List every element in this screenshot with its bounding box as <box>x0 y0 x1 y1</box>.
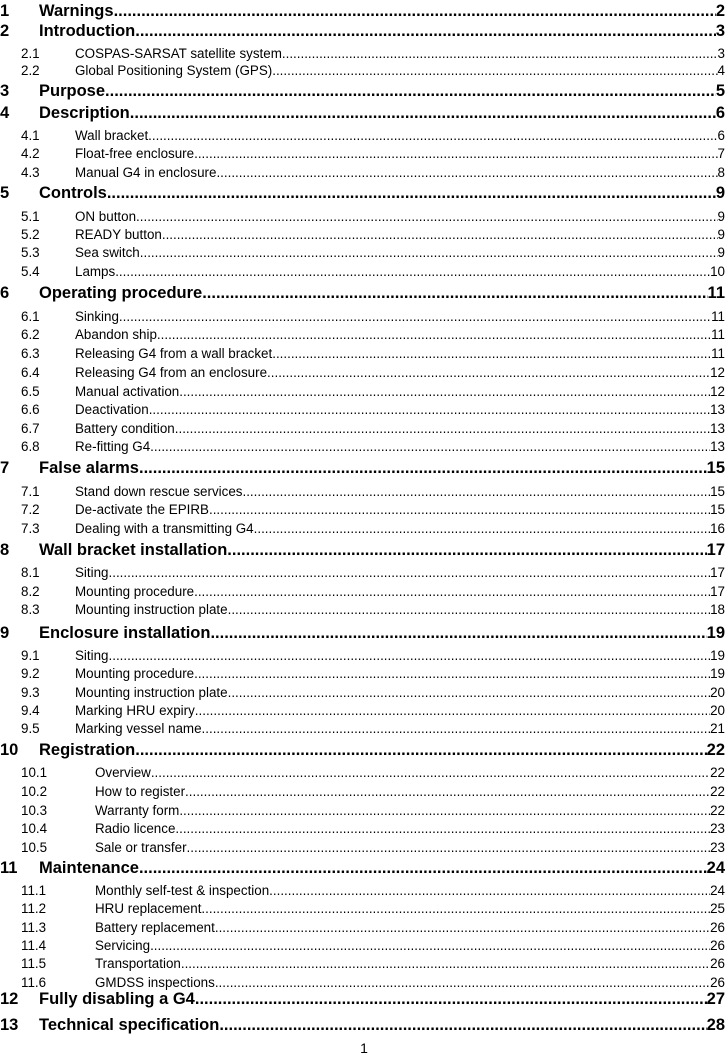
toc-entry-number: 5 <box>0 184 10 202</box>
toc-entry-number: 10.2 <box>21 784 48 799</box>
toc-entry-page: 8 <box>717 165 725 180</box>
toc-entry-title: Releasing G4 from a wall bracket <box>75 346 273 361</box>
toc-entry-title: Siting <box>75 565 109 580</box>
toc-entry-number: 6.1 <box>21 309 40 324</box>
toc-subentry[interactable] <box>0 207 725 227</box>
toc-subentry[interactable] <box>0 307 725 327</box>
dot-leader <box>114 0 716 22</box>
toc-subentry[interactable] <box>0 344 725 364</box>
dot-leader <box>179 382 710 402</box>
toc-entry-title: Operating procedure <box>39 284 203 302</box>
toc-subentry[interactable] <box>0 482 725 502</box>
dot-leader <box>119 307 711 327</box>
toc-entry-title: GMDSS inspections <box>95 975 215 990</box>
toc-entry-title: Warranty form <box>95 803 180 818</box>
dot-leader <box>140 243 718 263</box>
toc-entry-page: 16 <box>710 521 725 536</box>
toc-entry-title: Controls <box>39 184 107 202</box>
dot-leader <box>195 701 710 721</box>
toc-subentry[interactable] <box>0 382 725 402</box>
toc-entry-page: 9 <box>717 209 725 224</box>
toc-entry-number: 6.7 <box>21 421 40 436</box>
toc-entry-number: 9.4 <box>21 703 40 718</box>
toc-entry-title: Monthly self-test & inspection <box>95 883 270 898</box>
dot-leader <box>201 899 710 919</box>
toc-entry-page: 24 <box>706 859 725 877</box>
toc-subentry[interactable] <box>0 400 725 420</box>
toc-entry-number: 8.2 <box>21 584 40 599</box>
toc-subentry[interactable] <box>0 701 725 721</box>
dot-leader <box>162 225 718 245</box>
toc-entry-number: 8.1 <box>21 565 40 580</box>
dot-leader <box>135 20 716 42</box>
toc-subentry[interactable] <box>0 819 725 839</box>
toc-entry-number: 4.2 <box>21 146 40 161</box>
toc-entry-title: Technical specification <box>39 1016 220 1034</box>
toc-entry-title: Fully disabling a G4 <box>39 990 195 1008</box>
dot-leader <box>149 400 710 420</box>
toc-entry-number: 5.2 <box>21 227 40 242</box>
toc-subentry[interactable] <box>0 163 725 183</box>
dot-leader <box>269 881 710 901</box>
dot-leader <box>107 182 716 204</box>
dot-leader <box>139 457 707 479</box>
toc-entry-number: 10.3 <box>21 803 48 818</box>
toc-entry[interactable] <box>0 539 725 561</box>
toc-entry-page: 15 <box>706 459 725 477</box>
dot-leader <box>254 519 710 539</box>
toc-entry-page: 11 <box>707 284 725 302</box>
dot-leader <box>109 563 711 583</box>
dot-leader <box>157 325 711 345</box>
toc-entry-number: 6.5 <box>21 384 40 399</box>
toc-subentry[interactable] <box>0 763 725 783</box>
toc-entry-page: 26 <box>710 938 725 953</box>
dot-leader <box>194 582 710 602</box>
toc-subentry[interactable] <box>0 563 725 583</box>
toc-subentry[interactable] <box>0 881 725 901</box>
toc-entry-number: 8.3 <box>21 602 40 617</box>
toc-subentry[interactable] <box>0 419 725 439</box>
toc-entry-number: 12 <box>0 990 19 1008</box>
dot-leader <box>150 936 710 956</box>
toc-entry[interactable] <box>0 102 725 124</box>
toc-entry-title: Wall bracket installation <box>39 541 228 559</box>
dot-leader <box>219 1014 706 1036</box>
dot-leader <box>242 482 710 502</box>
toc-entry-page: 3 <box>715 22 725 40</box>
toc-entry-number: 11.2 <box>21 901 47 916</box>
toc-subentry[interactable] <box>0 782 725 802</box>
toc-entry-title: Manual G4 in enclosure <box>75 165 217 180</box>
toc-entry-page: 23 <box>710 821 725 836</box>
toc-entry[interactable] <box>0 80 725 102</box>
toc-entry-number: 7.2 <box>21 502 40 517</box>
toc-entry-page: 22 <box>710 765 725 780</box>
toc-entry-page: 6 <box>717 128 725 143</box>
toc-entry-page: 19 <box>710 648 725 663</box>
toc-entry-page: 12 <box>710 365 725 380</box>
dot-leader <box>181 954 710 974</box>
dot-leader <box>150 437 710 457</box>
toc-entry-number: 13 <box>0 1016 19 1034</box>
toc-entry-page: 6 <box>715 104 725 122</box>
toc-entry-title: Marking HRU expiry <box>75 703 195 718</box>
toc-entry-number: 2 <box>0 22 10 40</box>
toc-entry-title: Purpose <box>39 82 106 100</box>
dot-leader <box>179 801 710 821</box>
toc-entry-number: 3 <box>0 82 10 100</box>
toc-entry-title: Mounting procedure <box>75 584 195 599</box>
dot-leader <box>228 683 711 703</box>
dot-leader <box>272 61 717 81</box>
toc-entry-number: 2.2 <box>21 63 40 78</box>
toc-entry-page: 11 <box>711 327 725 342</box>
toc-entry-title: Servicing <box>95 938 151 953</box>
dot-leader <box>139 857 707 879</box>
toc-entry-title: Sinking <box>75 309 119 324</box>
toc-entry-page: 28 <box>706 1016 725 1034</box>
toc-entry-number: 7.1 <box>21 484 40 499</box>
toc-subentry[interactable] <box>0 519 725 539</box>
toc-entry-number: 4.1 <box>21 128 40 143</box>
toc-entry-title: How to register <box>95 784 186 799</box>
toc-entry-page: 26 <box>710 956 725 971</box>
dot-leader <box>210 622 706 644</box>
toc-entry[interactable] <box>0 182 725 204</box>
dot-leader <box>267 363 710 383</box>
dot-leader <box>185 782 710 802</box>
toc-entry-page: 25 <box>710 901 725 916</box>
toc-entry-page: 19 <box>706 624 725 642</box>
toc-subentry[interactable] <box>0 126 725 146</box>
toc-subentry[interactable] <box>0 437 725 457</box>
toc-entry[interactable] <box>0 282 725 304</box>
toc-entry-page: 23 <box>710 840 725 855</box>
toc-entry-page: 20 <box>710 685 725 700</box>
toc-entry-page: 11 <box>711 346 725 361</box>
toc-entry-page: 22 <box>706 741 725 759</box>
toc-entry-number: 10 <box>0 741 19 759</box>
toc-entry-number: 11.5 <box>21 956 47 971</box>
toc-entry-number: 7.3 <box>21 521 40 536</box>
toc-subentry[interactable] <box>0 954 725 974</box>
toc-entry-number: 6.2 <box>21 327 40 342</box>
toc-entry-title: Manual activation <box>75 384 180 399</box>
toc-entry-title: COSPAS-SARSAT satellite system <box>75 46 282 61</box>
toc-entry-title: Abandon ship <box>75 327 157 342</box>
toc-entry-title: Siting <box>75 648 109 663</box>
toc-entry-title: Introduction <box>39 22 136 40</box>
toc-entry-number: 6.6 <box>21 402 40 417</box>
toc-entry-number: 9.3 <box>21 685 40 700</box>
toc-entry-title: Battery condition <box>75 421 175 436</box>
toc-entry-page: 13 <box>710 421 725 436</box>
toc-entry-title: Description <box>39 104 130 122</box>
dot-leader <box>215 918 710 938</box>
toc-entry-title: De-activate the EPIRB <box>75 502 209 517</box>
toc-entry-page: 9 <box>717 227 725 242</box>
toc-entry-page: 26 <box>710 975 725 990</box>
toc-entry-title: Global Positioning System (GPS) <box>75 63 273 78</box>
toc-entry-number: 9 <box>0 624 10 642</box>
toc-entry-number: 11.3 <box>21 920 47 935</box>
toc-entry-title: Mounting instruction plate <box>75 602 228 617</box>
toc-entry-number: 5.1 <box>21 209 40 224</box>
dot-leader <box>148 126 717 146</box>
toc-entry-number: 1 <box>0 2 10 20</box>
toc-entry-title: READY button <box>75 227 162 242</box>
dot-leader <box>187 838 711 858</box>
toc-entry-page: 9 <box>715 184 725 202</box>
toc-entry-title: Radio licence <box>95 821 176 836</box>
toc-entry-title: Registration <box>39 741 136 759</box>
toc-entry-title: Deactivation <box>75 402 149 417</box>
toc-entry-page: 9 <box>717 245 725 260</box>
toc-entry-title: Sea switch <box>75 245 140 260</box>
toc-entry-title: Mounting procedure <box>75 666 195 681</box>
toc-entry-title: Float-free enclosure <box>75 146 195 161</box>
toc-subentry[interactable] <box>0 683 725 703</box>
toc-entry-page: 15 <box>710 484 725 499</box>
toc-subentry[interactable] <box>0 719 725 739</box>
toc-entry-title: Sale or transfer <box>95 840 187 855</box>
toc-entry-title: Maintenance <box>39 859 139 877</box>
toc-entry[interactable] <box>0 739 725 761</box>
toc-entry-page: 7 <box>717 146 725 161</box>
toc-entry-title: Re-fitting G4 <box>75 439 151 454</box>
dot-leader <box>202 282 707 304</box>
toc-entry-page: 2 <box>715 2 725 20</box>
toc-entry-page: 12 <box>710 384 725 399</box>
dot-leader <box>109 646 711 666</box>
dot-leader <box>130 102 716 124</box>
toc-entry-number: 9.2 <box>21 666 40 681</box>
toc-entry[interactable] <box>0 622 725 644</box>
toc-entry-page: 21 <box>710 721 725 736</box>
toc-entry-page: 11 <box>711 309 725 324</box>
page-number: 1 <box>360 1040 368 1056</box>
dot-leader <box>151 763 710 783</box>
toc-entry-number: 11.4 <box>21 938 47 953</box>
toc-entry-title: Overview <box>95 765 151 780</box>
toc-entry[interactable] <box>0 988 725 1010</box>
toc-entry-title: HRU replacement <box>95 901 202 916</box>
toc-entry-title: ON button <box>75 209 137 224</box>
toc-entry-title: Lamps <box>75 264 116 279</box>
toc-entry-number: 8 <box>0 541 10 559</box>
dot-leader <box>194 664 710 684</box>
toc-entry-page: 17 <box>710 565 725 580</box>
dot-leader <box>135 739 706 761</box>
dot-leader <box>136 207 718 227</box>
toc-entry-title: Transportation <box>95 956 181 971</box>
toc-subentry[interactable] <box>0 936 725 956</box>
toc-entry-number: 9.1 <box>21 648 40 663</box>
toc-entry-title: False alarms <box>39 459 139 477</box>
dot-leader <box>272 344 711 364</box>
toc-subentry[interactable] <box>0 664 725 684</box>
toc-entry-page: 17 <box>710 584 725 599</box>
dot-leader <box>194 144 717 164</box>
toc-subentry[interactable] <box>0 582 725 602</box>
toc-subentry[interactable] <box>0 225 725 245</box>
toc-entry-page: 18 <box>710 602 725 617</box>
toc-entry-title: Warnings <box>39 2 114 20</box>
toc-subentry[interactable] <box>0 144 725 164</box>
toc-entry-page: 24 <box>710 883 725 898</box>
toc-entry-number: 4 <box>0 104 10 122</box>
toc-subentry[interactable] <box>0 918 725 938</box>
toc-entry-page: 3 <box>717 46 725 61</box>
toc-entry-number: 6.3 <box>21 346 40 361</box>
toc-entry-number: 6.4 <box>21 365 40 380</box>
toc-entry[interactable] <box>0 0 725 22</box>
toc-entry-number: 2.1 <box>21 46 40 61</box>
dot-leader <box>209 500 710 520</box>
toc-entry-title: Releasing G4 from an enclosure <box>75 365 268 380</box>
toc-subentry[interactable] <box>0 646 725 666</box>
toc-entry-number: 6.8 <box>21 439 40 454</box>
toc-entry-page: 22 <box>710 803 725 818</box>
toc-entry-page: 26 <box>710 920 725 935</box>
toc-entry-page: 15 <box>710 502 725 517</box>
dot-leader <box>175 819 710 839</box>
toc-subentry[interactable] <box>0 801 725 821</box>
toc-entry-title: Enclosure installation <box>39 624 211 642</box>
dot-leader <box>228 600 711 620</box>
dot-leader <box>105 80 716 102</box>
toc-entry-page: 27 <box>706 990 725 1008</box>
toc-subentry[interactable] <box>0 500 725 520</box>
toc-entry-page: 17 <box>706 541 725 559</box>
toc-entry-title: Dealing with a transmitting G4 <box>75 521 254 536</box>
toc-subentry[interactable] <box>0 325 725 345</box>
toc-entry-page: 20 <box>710 703 725 718</box>
toc-entry-title: Marking vessel name <box>75 721 202 736</box>
toc-entry-number: 5.3 <box>21 245 40 260</box>
toc-entry-page: 13 <box>710 402 725 417</box>
toc-entry[interactable] <box>0 857 725 879</box>
toc-entry-title: Battery replacement <box>95 920 215 935</box>
toc-entry-number: 6 <box>0 284 10 302</box>
toc-subentry[interactable] <box>0 899 725 919</box>
toc-entry-page: 13 <box>710 439 725 454</box>
toc-entry-title: Wall bracket <box>75 128 149 143</box>
toc-entry-number: 9.5 <box>21 721 40 736</box>
toc-entry-number: 5.4 <box>21 264 40 279</box>
dot-leader <box>175 419 710 439</box>
toc-subentry[interactable] <box>0 838 725 858</box>
toc-entry-number: 11.6 <box>21 975 47 990</box>
toc-subentry[interactable] <box>0 600 725 620</box>
toc-subentry[interactable] <box>0 262 725 282</box>
dot-leader <box>115 262 710 282</box>
toc-entry[interactable] <box>0 20 725 42</box>
toc-entry-number: 11 <box>0 859 18 877</box>
toc-entry-number: 10.1 <box>21 765 48 780</box>
toc-entry-title: Stand down rescue services <box>75 484 243 499</box>
toc-entry[interactable] <box>0 457 725 479</box>
toc-entry-page: 19 <box>710 666 725 681</box>
toc-entry-page: 4 <box>717 63 725 78</box>
toc-entry-title: Mounting instruction plate <box>75 685 228 700</box>
toc-entry-number: 7 <box>0 459 10 477</box>
toc-subentry[interactable] <box>0 243 725 263</box>
toc-entry-page: 22 <box>710 784 725 799</box>
toc-entry-page: 5 <box>715 82 725 100</box>
toc-subentry[interactable] <box>0 61 725 81</box>
toc-entry-number: 10.4 <box>21 821 48 836</box>
toc-entry-number: 4.3 <box>21 165 40 180</box>
dot-leader <box>195 988 707 1010</box>
toc-entry-number: 11.1 <box>21 883 47 898</box>
dot-leader <box>202 719 711 739</box>
toc-entry-page: 10 <box>710 264 725 279</box>
dot-leader <box>227 539 706 561</box>
toc-entry-number: 10.5 <box>21 840 48 855</box>
toc-subentry[interactable] <box>0 363 725 383</box>
dot-leader <box>216 163 717 183</box>
toc-entry[interactable] <box>0 1014 725 1036</box>
